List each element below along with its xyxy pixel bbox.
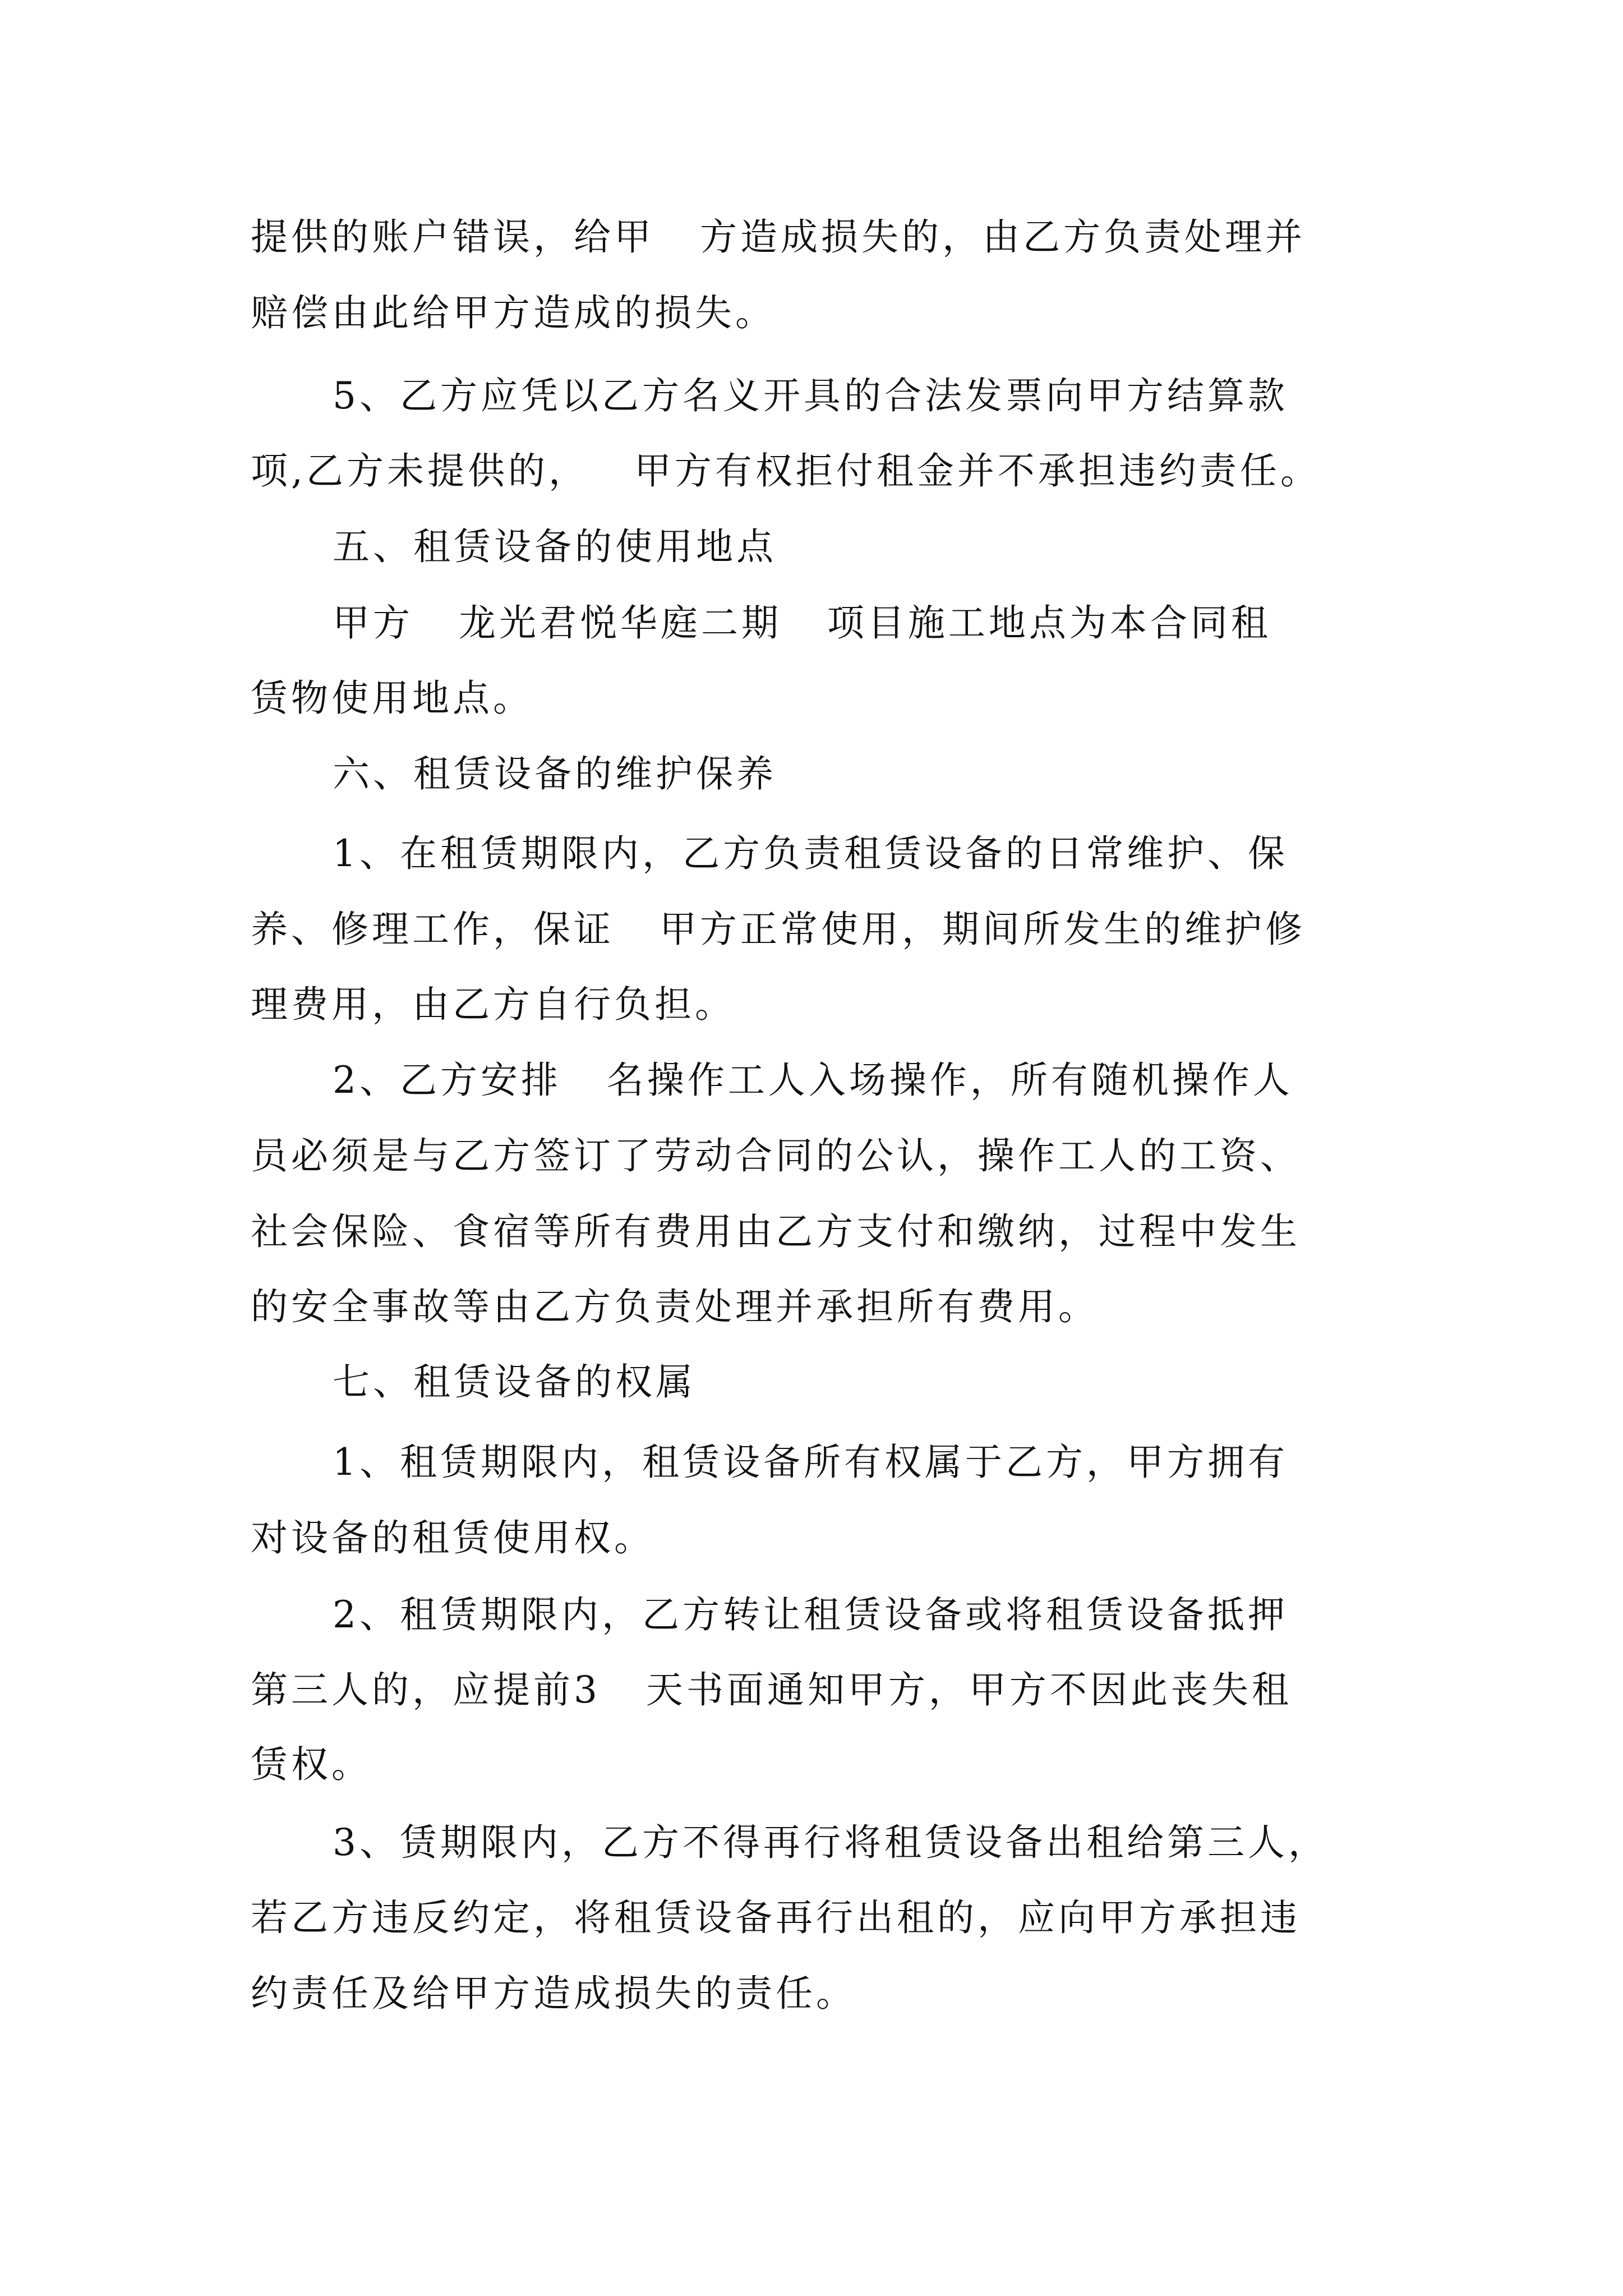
text-line: 提供的账户错误，给甲 方造成损失的，由乙方负责处理并 [251, 215, 1306, 259]
text-line: 甲方 龙光君悦华庭二期 项目施工地点为本合同租 [333, 601, 1271, 645]
text-line: 第三人的，应提前3 天书面通知甲方，甲方不因此丧失租 [251, 1668, 1292, 1711]
text-line: 约责任及给甲方造成损失的责任。 [251, 1972, 856, 2015]
section-heading: 五、租赁设备的使用地点 [333, 525, 777, 568]
text-line: 1、租赁期限内，租赁设备所有权属于乙方，甲方拥有 [333, 1441, 1288, 1484]
section-heading: 六、租赁设备的维护保养 [333, 752, 777, 795]
text-line: 赁物使用地点。 [251, 677, 533, 720]
text-line: 赔偿由此给甲方造成的损失。 [251, 291, 776, 334]
text-line: 1、在租赁期限内，乙方负责租赁设备的日常维护、保 [333, 832, 1288, 875]
text-line: 对设备的租赁使用权。 [251, 1516, 654, 1559]
text-line: 理费用，由乙方自行负担。 [251, 983, 735, 1026]
text-line: 3、赁期限内，乙方不得再行将租赁设备出租给第三人， [333, 1821, 1329, 1864]
text-line: 社会保险、食宿等所有费用由乙方支付和缴纳，过程中发生 [251, 1210, 1301, 1253]
text-line: 项,乙方未提供的， 甲方有权拒付租金并不承担违约责任。 [251, 449, 1321, 493]
section-heading: 七、租赁设备的权属 [333, 1360, 696, 1404]
text-line: 员必须是与乙方签订了劳动合同的公认，操作工人的工资、 [251, 1134, 1301, 1177]
text-line: 5、乙方应凭以乙方名义开具的合法发票向甲方结算款 [333, 374, 1288, 417]
text-line: 养、修理工作，保证 甲方正常使用，期间所发生的维护修 [251, 908, 1306, 951]
text-line: 若乙方违反约定，将租赁设备再行出租的，应向甲方承担违 [251, 1896, 1301, 1939]
text-line: 的安全事故等由乙方负责处理并承担所有费用。 [251, 1285, 1099, 1328]
text-line: 赁权。 [251, 1743, 372, 1786]
text-line: 2、租赁期限内，乙方转让租赁设备或将租赁设备抵押 [333, 1593, 1288, 1636]
text-line: 2、乙方安排 名操作工人入场操作，所有随机操作人 [333, 1059, 1293, 1102]
